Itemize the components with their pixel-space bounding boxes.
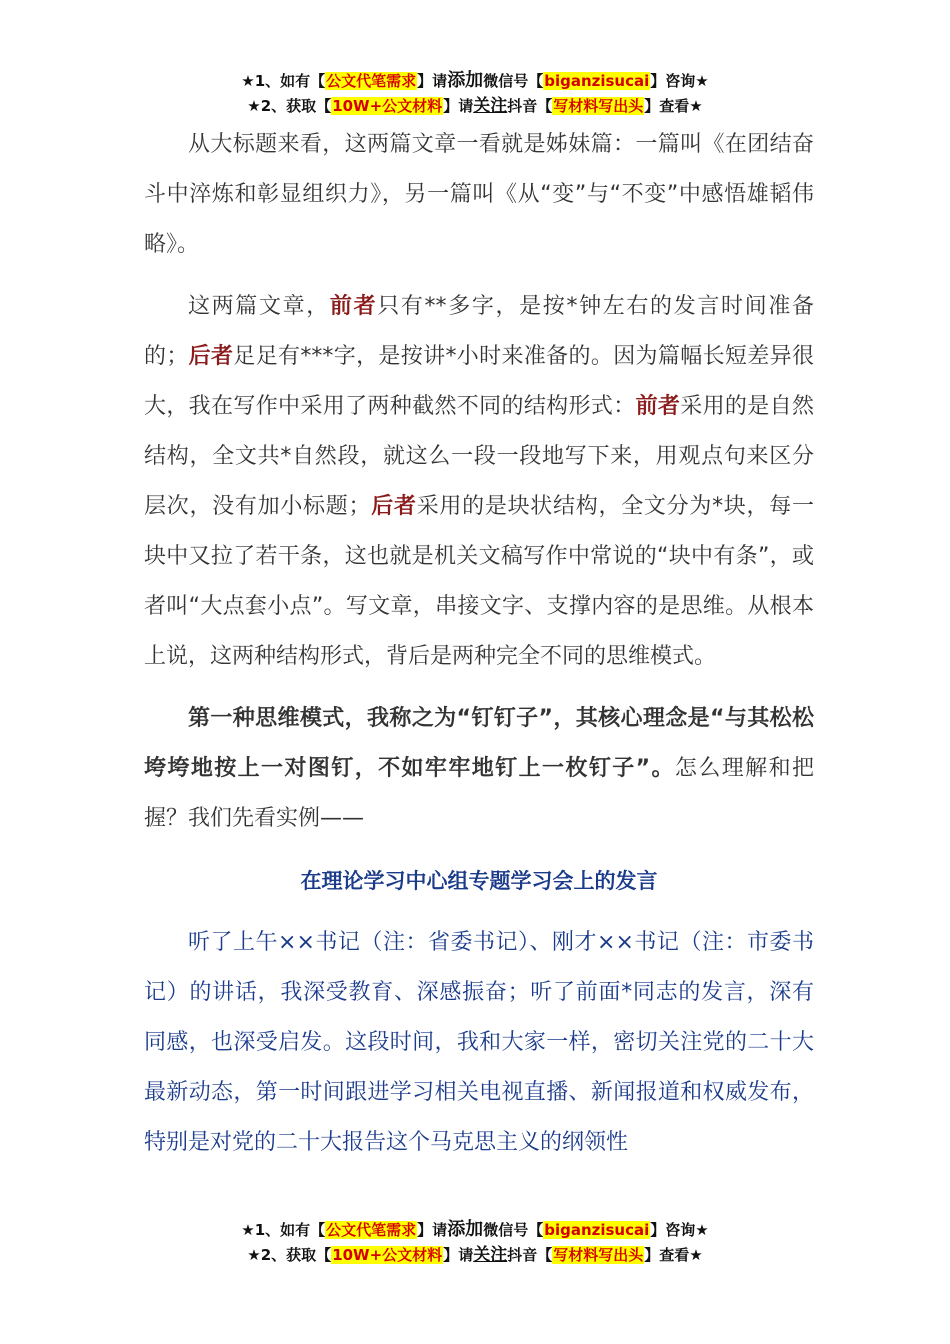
banner-line-2 — [0, 94, 950, 119]
banner-text: 关注 — [473, 96, 508, 116]
banner-douyin-id: 写材料写出头 — [553, 97, 644, 115]
banner-wechat-id: biganzisucai — [544, 72, 650, 90]
paragraph-text: 怎么理解和把握？我们先看实例—— — [144, 756, 814, 831]
banner-text: 微信号【 — [483, 1221, 544, 1239]
banner-highlight: 10W+公文材料 — [332, 97, 443, 115]
bottom-banner — [0, 1217, 950, 1268]
paragraph-1: 从大标题来看，这两篇文章一看就是姊妹篇：一篇叫《在团结奋斗中淬炼和彰显组织力》，另一篇叫《从“变”与“不变”中感悟雄韬伟略》。 — [144, 132, 814, 257]
banner-highlight: 公文代笔需求 — [326, 72, 417, 90]
banner-highlight: 10W+公文材料 — [332, 1246, 443, 1264]
banner-text: 添加 — [447, 70, 484, 91]
banner-text: ★2、获取【 — [247, 1246, 332, 1264]
banner-text: ★1、如有【 — [241, 1221, 326, 1239]
banner-text: 】查看★ — [644, 1246, 703, 1264]
banner-text: 】咨询★ — [650, 1221, 709, 1239]
banner-douyin-id: 写材料写出头 — [553, 1246, 644, 1264]
banner-text: 添加 — [447, 1219, 484, 1240]
banner-text: 关注 — [473, 1245, 508, 1265]
banner-text: ★2、获取【 — [247, 97, 332, 115]
paragraph-text: 足足有***字，是按讲*小时来准备的。因为篇幅长短差异很大，我在写作中采用了两种截然不同的结构形式： — [144, 344, 814, 419]
banner-text: 】咨询★ — [650, 72, 709, 90]
emphasis-former: 前者 — [635, 394, 681, 419]
banner-text: 】请 — [417, 1221, 448, 1239]
banner-line-2 — [0, 1243, 950, 1268]
banner-text: 】请 — [417, 72, 448, 90]
paragraph-text: 这两篇文章， — [188, 294, 330, 319]
banner-text: 微信号【 — [483, 72, 544, 90]
banner-text: 】请 — [443, 1246, 474, 1264]
section-title: 在理论学习中心组专题学习会上的发言 — [300, 869, 658, 893]
banner-text: ★1、如有【 — [241, 72, 326, 90]
banner-text: 抖音【 — [507, 97, 553, 115]
paragraph-text: 采用的是块状结构，全文分为*块，每一块中又拉了若干条，这也就是机关文稿写作中常说的“块中有条”，或者叫“大点套小点”。写文章，串接文字、支撑内容的是思维。从根本上说，这两种结构形式，背后是两种完全不同的思维模式。 — [144, 494, 814, 669]
banner-highlight: 公文代笔需求 — [326, 1221, 417, 1239]
paragraph-text: 只有**多字，是按*钟左右的发言时间准备的； — [144, 294, 814, 369]
banner-text: 抖音【 — [507, 1246, 553, 1264]
emphasis-former: 前者 — [329, 294, 378, 319]
banner-wechat-id: biganzisucai — [544, 1221, 650, 1239]
banner-line-1 — [0, 1217, 950, 1243]
banner-line-1 — [0, 68, 950, 94]
banner-text: 】请 — [443, 97, 474, 115]
banner-text: 】查看★ — [644, 97, 703, 115]
emphasis-latter: 后者 — [370, 494, 417, 519]
paragraph-3 — [144, 694, 814, 844]
document-body — [144, 120, 814, 1168]
bold-thesis: 第一种思维模式，我称之为“钉钉子”，其核心理念是“与其松松垮垮地按上一对图钉，不如牢牢地钉上一枚钉子”。 — [144, 706, 814, 781]
emphasis-latter: 后者 — [188, 344, 234, 369]
paragraph-4: 听了上午××书记（注：省委书记）、刚才××书记（注：市委书记）的讲话，我深受教育、深感振奋；听了前面*同志的发言，深有同感，也深受启发。这段时间，我和大家一样，密切关注党的二十大最新动态，第一时间跟进学习相关电视直播、新闻报道和权威发布，特别是对党的二十大报告这个马克思主义的纲领性 — [144, 930, 814, 1155]
paragraph-text: 采用的是自然结构，全文共*自然段，就这么一段一段地写下来，用观点句来区分层次，没有加小标题； — [144, 394, 814, 519]
top-banner — [0, 68, 950, 119]
paragraph-2 — [144, 282, 814, 682]
